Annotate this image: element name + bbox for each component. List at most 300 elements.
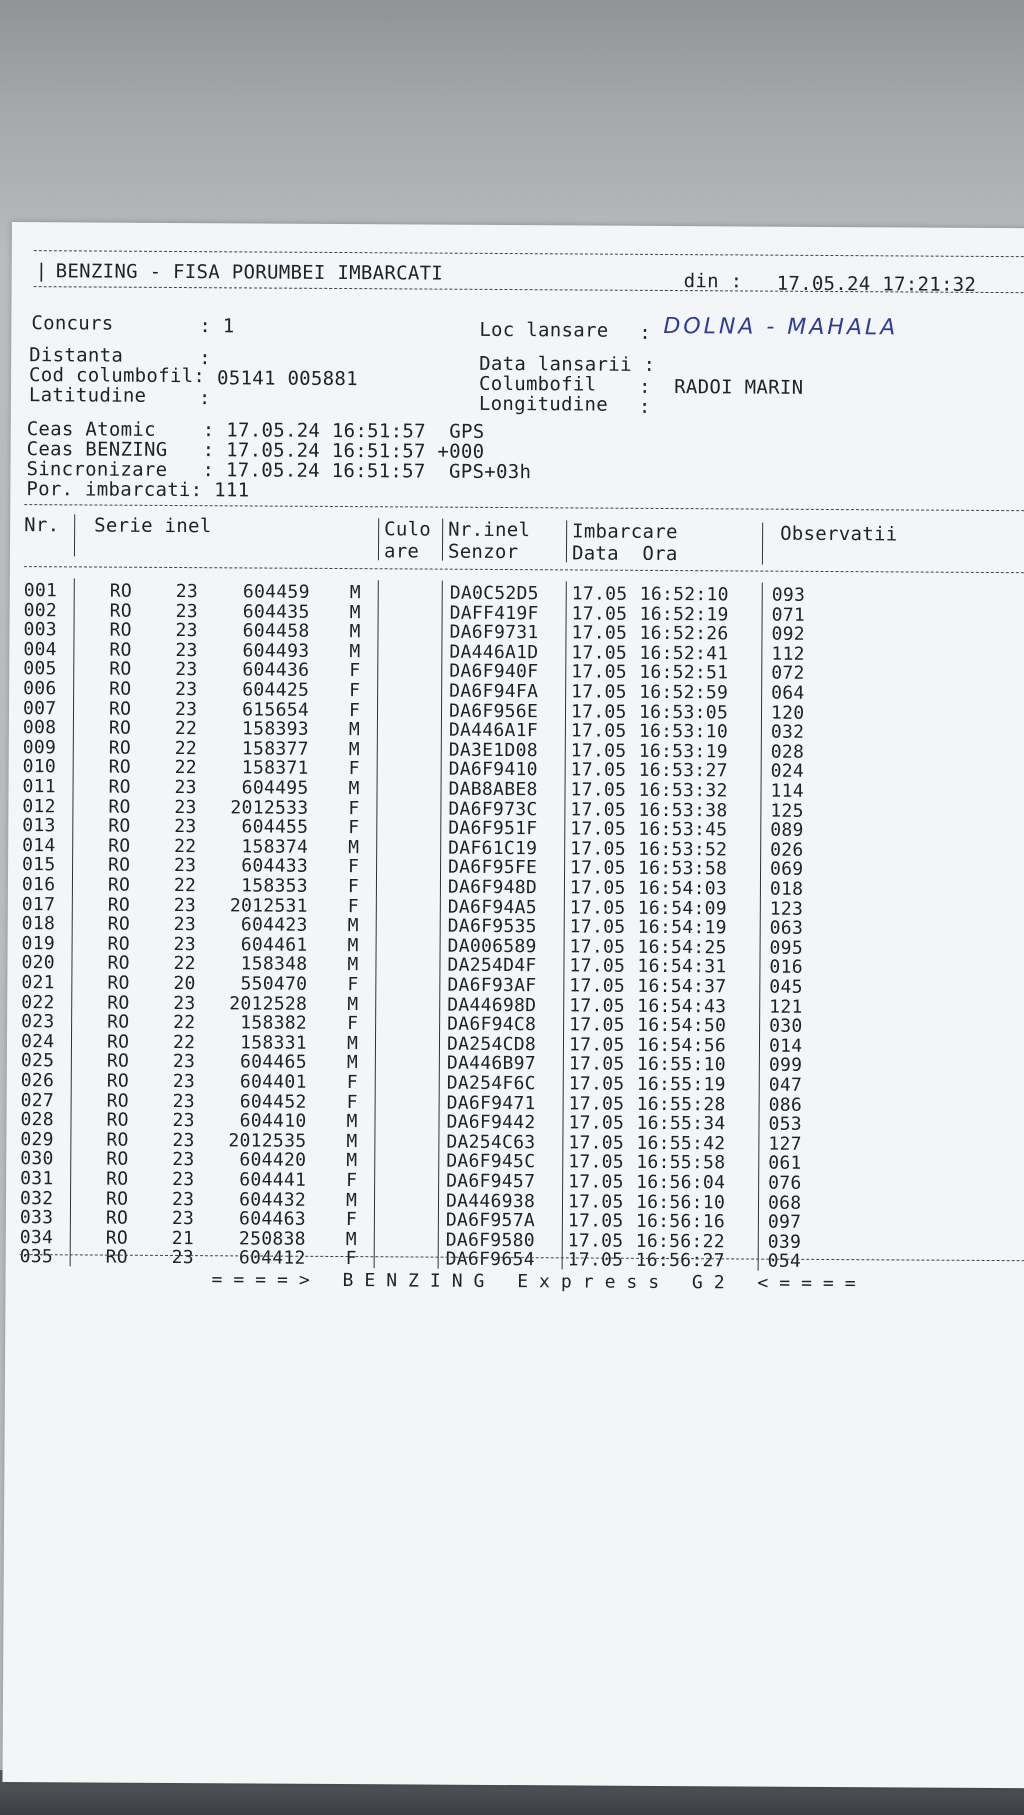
- cell-nr: 019: [21, 932, 56, 955]
- cell-country: RO: [106, 1031, 130, 1053]
- cell-observatii: 054: [767, 1251, 802, 1273]
- distanta-label: Distanta: [29, 344, 124, 367]
- cell-year: 21: [171, 1227, 195, 1249]
- cell-time: 16:56:27: [635, 1250, 725, 1272]
- cell-date: 17.05: [567, 1230, 624, 1252]
- cell-country: RO: [106, 1168, 129, 1190]
- cell-sensor: DA6F940F: [449, 661, 539, 683]
- cell-date: 17.05: [567, 1191, 624, 1213]
- cell-observatii: 123: [769, 898, 804, 920]
- cell-date: 17.05: [568, 1073, 625, 1095]
- cell-sensor: DA6F95FE: [448, 857, 538, 879]
- col-imbarcare-2: Data Ora: [571, 542, 678, 566]
- cell-sensor: DAFF419F: [449, 602, 539, 624]
- sincronizare: Sincronizare : 17.05.24 16:51:57 GPS+03h: [26, 458, 532, 484]
- cell-ring-number: 250838: [238, 1228, 306, 1250]
- cell-country: RO: [106, 1129, 129, 1151]
- cell-ring-number: 604455: [241, 816, 309, 839]
- cell-country: RO: [107, 933, 130, 955]
- cell-observatii: 076: [768, 1172, 802, 1194]
- cell-country: RO: [108, 796, 131, 818]
- cell-country: RO: [108, 737, 132, 759]
- cell-year: 22: [172, 1031, 196, 1053]
- cell-sex: M: [349, 621, 361, 643]
- cell-time: 16:53:19: [638, 740, 728, 763]
- cell-sex: F: [346, 1072, 358, 1094]
- cell-time: 16:53:10: [638, 721, 729, 743]
- cell-country: RO: [109, 678, 132, 700]
- cod-columbofil-value: 05141 005881: [216, 367, 358, 391]
- cell-year: 23: [172, 1149, 195, 1171]
- cell-sensor: DA006589: [447, 935, 537, 958]
- cod-columbofil-label: Cod columbofil:: [28, 364, 206, 388]
- cell-sex: M: [347, 993, 359, 1015]
- cell-nr: 011: [22, 776, 57, 798]
- cell-country: RO: [107, 894, 131, 916]
- cell-sensor: DA446A1F: [448, 719, 539, 742]
- cell-observatii: 097: [767, 1211, 802, 1234]
- cell-time: 16:55:42: [636, 1132, 726, 1155]
- cell-year: 23: [172, 1129, 195, 1151]
- cell-observatii: 120: [770, 702, 805, 724]
- cell-sensor: DA254F6C: [446, 1072, 536, 1095]
- cell-country: RO: [109, 619, 132, 641]
- cell-observatii: 030: [769, 1015, 803, 1038]
- cell-time: 16:56:22: [635, 1230, 725, 1253]
- cell-nr: 005: [23, 658, 57, 680]
- cell-year: 23: [174, 816, 197, 838]
- cell-year: 23: [173, 933, 196, 955]
- cell-sex: F: [347, 895, 360, 917]
- cell-nr: 032: [19, 1187, 54, 1209]
- cell-sex: M: [346, 1130, 358, 1152]
- cell-time: 16:55:19: [636, 1073, 726, 1096]
- cell-ring-number: 604410: [239, 1110, 307, 1133]
- cell-time: 16:54:37: [637, 975, 727, 998]
- cell-date: 17.05: [570, 838, 626, 860]
- cell-observatii: 093: [771, 584, 806, 606]
- printed-sheet: [2, 222, 1024, 1788]
- cell-sensor: DA6F94A5: [447, 896, 537, 918]
- cell-time: 16:52:59: [639, 681, 729, 704]
- cell-sex: F: [345, 1209, 358, 1231]
- cell-country: RO: [108, 815, 131, 837]
- cell-sensor: DA6F9731: [449, 621, 539, 644]
- cell-ring-number: 604441: [239, 1169, 307, 1191]
- cell-nr: 015: [22, 854, 56, 876]
- cell-sex: M: [346, 1111, 358, 1133]
- cell-year: 23: [172, 1110, 195, 1132]
- cell-country: RO: [107, 913, 131, 935]
- cell-date: 17.05: [570, 818, 627, 840]
- cell-year: 23: [175, 581, 199, 603]
- cell-observatii: 018: [769, 878, 804, 900]
- cell-country: RO: [106, 1109, 129, 1131]
- cell-country: RO: [106, 1070, 130, 1092]
- cell-sex: F: [348, 699, 361, 721]
- header-din-label: din :: [683, 270, 743, 293]
- cell-observatii: 121: [769, 996, 803, 1018]
- cell-observatii: 095: [769, 937, 804, 959]
- latitudine-colon: :: [198, 387, 211, 410]
- cell-year: 23: [172, 1168, 195, 1191]
- cell-sensor: DAF61C19: [448, 837, 538, 860]
- cell-country: RO: [109, 658, 132, 681]
- cell-sex: F: [348, 758, 360, 780]
- cell-ring-number: 604433: [241, 855, 309, 878]
- cell-country: RO: [109, 580, 133, 602]
- cell-date: 17.05: [569, 857, 626, 880]
- cell-time: 16:52:26: [639, 623, 729, 645]
- cell-sensor: DA6F9580: [445, 1229, 535, 1252]
- longitudine-colon: :: [638, 395, 651, 418]
- cell-date: 17.05: [570, 779, 627, 801]
- cell-observatii: 125: [770, 800, 804, 822]
- cell-date: 17.05: [569, 877, 626, 899]
- cell-observatii: 039: [767, 1231, 802, 1253]
- cell-nr: 014: [22, 834, 56, 857]
- cell-ring-number: 2012535: [228, 1130, 307, 1152]
- cell-year: 23: [174, 698, 198, 720]
- cell-nr: 009: [22, 736, 57, 759]
- cell-year: 22: [174, 737, 198, 759]
- col-serie-inel: Serie inel: [94, 514, 212, 538]
- cell-time: 16:54:31: [637, 956, 727, 978]
- header-din-value: 17.05.24 17:21:32: [776, 272, 977, 296]
- cell-year: 23: [175, 600, 198, 622]
- cell-time: 16:56:04: [636, 1171, 726, 1194]
- cell-ring-number: 604425: [242, 679, 310, 701]
- cell-country: RO: [108, 756, 132, 779]
- cell-sex: F: [345, 1248, 357, 1270]
- cell-country: RO: [107, 952, 130, 975]
- cell-nr: 020: [21, 952, 55, 974]
- cell-sex: F: [348, 817, 360, 839]
- cell-country: RO: [109, 639, 132, 661]
- cell-date: 17.05: [569, 995, 625, 1017]
- col-separator: [74, 514, 75, 556]
- cell-sex: F: [349, 660, 361, 682]
- cell-nr: 010: [22, 756, 57, 778]
- cell-sex: M: [346, 1052, 359, 1074]
- cell-observatii: 071: [771, 604, 806, 626]
- cell-year: 23: [174, 796, 197, 818]
- cell-ring-number: 604458: [242, 620, 310, 643]
- cell-nr: 031: [20, 1168, 54, 1190]
- cell-country: RO: [108, 835, 131, 857]
- cell-year: 20: [173, 973, 196, 995]
- cell-sensor: DA254CD8: [446, 1033, 537, 1056]
- cell-sex: M: [346, 1032, 359, 1054]
- cell-nr: 028: [20, 1109, 55, 1131]
- cell-date: 17.05: [571, 622, 628, 644]
- cell-nr: 004: [23, 638, 57, 661]
- cell-time: 16:54:56: [636, 1034, 727, 1057]
- cell-time: 16:55:28: [636, 1093, 726, 1115]
- cell-time: 16:52:19: [639, 603, 729, 625]
- cell-time: 16:53:52: [638, 838, 728, 861]
- cell-time: 16:54:50: [637, 1015, 727, 1037]
- cell-observatii: 026: [770, 839, 804, 861]
- cell-sensor: DA6F93AF: [447, 974, 537, 997]
- cell-sex: F: [349, 680, 361, 702]
- cell-ring-number: 604432: [239, 1189, 307, 1211]
- cell-sex: M: [348, 738, 360, 760]
- cell-sensor: DA44698D: [447, 994, 537, 1016]
- cell-observatii: 112: [771, 643, 805, 665]
- cell-ring-number: 604463: [239, 1208, 306, 1231]
- cell-observatii: 086: [768, 1094, 803, 1116]
- cell-time: 16:53:32: [638, 779, 728, 802]
- cell-date: 17.05: [571, 603, 628, 625]
- col-separator: [762, 523, 763, 565]
- cell-date: 17.05: [569, 955, 626, 978]
- cell-time: 16:53:45: [638, 819, 728, 841]
- cell-country: RO: [107, 972, 130, 994]
- col-nr: Nr.: [24, 514, 60, 537]
- header-title: BENZING - FISA PORUMBEI IMBARCATI: [55, 260, 444, 285]
- cell-observatii: 045: [769, 976, 803, 998]
- cell-sex: F: [348, 797, 360, 819]
- cell-ring-number: 604459: [242, 581, 310, 603]
- cell-year: 23: [171, 1208, 195, 1230]
- col-separator: [562, 581, 567, 1269]
- cell-time: 16:53:38: [638, 799, 728, 821]
- cell-date: 17.05: [571, 681, 627, 703]
- cell-nr: 001: [23, 580, 58, 602]
- cell-observatii: 064: [771, 682, 805, 704]
- cell-observatii: 099: [768, 1055, 803, 1077]
- cell-observatii: 072: [771, 663, 805, 685]
- cell-sex: M: [349, 601, 361, 623]
- latitudine-label: Latitudine: [28, 384, 147, 407]
- cell-year: 23: [172, 1090, 195, 1112]
- cell-year: 23: [174, 855, 197, 877]
- loc-lansare-label: Loc lansare: [479, 318, 609, 342]
- cell-date: 17.05: [568, 1093, 625, 1115]
- cell-ring-number: 158374: [241, 836, 309, 858]
- cell-nr: 008: [22, 717, 57, 739]
- cell-sex: F: [346, 1091, 358, 1113]
- cell-sex: M: [348, 836, 360, 858]
- cell-nr: 027: [20, 1089, 55, 1111]
- cell-year: 22: [173, 875, 197, 897]
- cell-sex: M: [345, 1189, 358, 1211]
- cell-date: 17.05: [568, 1171, 624, 1193]
- cell-country: RO: [105, 1227, 129, 1249]
- cell-sex: F: [348, 856, 360, 878]
- cell-date: 17.05: [569, 916, 626, 938]
- cell-sensor: DA6F9471: [446, 1092, 536, 1114]
- cell-ring-number: 604452: [239, 1091, 307, 1113]
- cell-year: 23: [172, 1051, 196, 1073]
- cell-year: 23: [173, 914, 197, 936]
- cell-time: 16:52:51: [639, 662, 729, 684]
- cell-country: RO: [108, 776, 131, 798]
- col-separator: [438, 581, 443, 1269]
- columbofil-label: Columbofil: [478, 372, 597, 396]
- cell-ring-number: 604435: [242, 601, 310, 623]
- cell-observatii: 068: [767, 1192, 802, 1214]
- cell-ring-number: 604465: [239, 1051, 307, 1074]
- cell-observatii: 127: [768, 1133, 802, 1155]
- cell-time: 16:55:58: [636, 1152, 726, 1174]
- cell-sensor: DA3E1D08: [448, 739, 538, 762]
- cell-observatii: 032: [770, 721, 805, 744]
- cell-year: 23: [175, 659, 198, 681]
- col-separator: [378, 518, 379, 560]
- cell-observatii: 016: [769, 957, 803, 979]
- cell-sex: F: [346, 1170, 358, 1192]
- cell-year: 23: [172, 1070, 196, 1093]
- cell-observatii: 014: [768, 1035, 803, 1057]
- cell-sensor: DA6F951F: [448, 817, 538, 840]
- cell-nr: 017: [21, 893, 56, 915]
- cell-nr: 033: [19, 1207, 54, 1229]
- cell-year: 22: [174, 835, 197, 857]
- col-imbarcare-1: Imbarcare: [572, 520, 678, 544]
- cell-sex: M: [349, 582, 361, 604]
- cell-sex: F: [347, 974, 359, 996]
- cell-sensor: DA6F957A: [445, 1209, 536, 1232]
- ceas-atomic: Ceas Atomic : 17.05.24 16:51:57 GPS: [26, 418, 485, 443]
- cell-observatii: 114: [770, 780, 805, 802]
- col-separator: [758, 583, 763, 1271]
- cell-time: 16:54:25: [637, 936, 727, 959]
- cell-ring-number: 2012533: [230, 796, 309, 819]
- cell-year: 22: [174, 757, 198, 779]
- cell-sex: M: [349, 640, 361, 662]
- cell-ring-number: 158331: [240, 1032, 308, 1054]
- col-separator: [442, 519, 443, 561]
- cell-sex: M: [347, 915, 359, 937]
- cell-date: 17.05: [571, 661, 628, 684]
- cell-year: 22: [173, 1012, 196, 1034]
- concurs-label: Concurs: [31, 312, 114, 335]
- cell-date: 17.05: [570, 759, 627, 782]
- cell-ring-number: 604401: [239, 1071, 307, 1093]
- cell-ring-number: 604423: [240, 914, 308, 937]
- cell-year: 23: [171, 1247, 195, 1269]
- cell-time: 16:54:09: [637, 897, 727, 919]
- cell-ring-number: 604420: [239, 1149, 307, 1172]
- cell-ring-number: 2012531: [229, 894, 308, 917]
- cell-nr: 030: [20, 1148, 54, 1170]
- cell-country: RO: [105, 1188, 129, 1210]
- cell-time: 16:53:05: [638, 701, 729, 723]
- cell-time: 16:52:41: [639, 642, 729, 665]
- cell-sensor: DA6F945C: [446, 1151, 536, 1173]
- cell-time: 16:54:19: [637, 917, 727, 939]
- cell-date: 17.05: [571, 642, 628, 664]
- cell-sensor: DA254D4F: [447, 955, 537, 977]
- cell-date: 17.05: [569, 897, 626, 919]
- cell-year: 23: [174, 777, 197, 799]
- cell-time: 16:53:27: [638, 760, 728, 782]
- cell-sex: F: [347, 1013, 359, 1035]
- cell-date: 17.05: [568, 1112, 625, 1134]
- cell-date: 17.05: [569, 936, 626, 958]
- cell-date: 17.05: [567, 1210, 624, 1232]
- cell-year: 23: [173, 894, 197, 916]
- cell-sensor: DAB8ABE8: [448, 778, 538, 801]
- cell-sex: M: [347, 934, 359, 956]
- cell-nr: 006: [23, 678, 57, 700]
- cell-year: 23: [171, 1188, 195, 1210]
- porumbei-imbarcati: Por. imbarcati: 111: [26, 478, 250, 502]
- cell-year: 22: [173, 953, 196, 975]
- cell-nr: 024: [20, 1030, 55, 1053]
- cell-date: 17.05: [570, 720, 627, 742]
- cell-country: RO: [106, 1090, 129, 1112]
- cell-country: RO: [109, 600, 132, 622]
- cell-sensor: DA254C63: [446, 1131, 536, 1154]
- cell-sensor: DA6F94FA: [449, 680, 539, 703]
- cell-year: 23: [175, 679, 198, 701]
- cell-date: 17.05: [569, 975, 626, 997]
- col-culoare-1: Culo: [384, 518, 432, 541]
- cell-date: 17.05: [568, 1151, 625, 1174]
- cell-nr: 016: [21, 874, 56, 896]
- cell-nr: 013: [22, 815, 56, 837]
- cell-sensor: DA6F9410: [448, 759, 538, 781]
- divider: [34, 250, 1024, 257]
- data-lansarii-label: Data lansarii :: [479, 352, 656, 376]
- cell-sensor: DA6F9457: [446, 1170, 536, 1193]
- cell-sensor: DA0C52D5: [449, 582, 539, 605]
- cell-date: 17.05: [567, 1249, 624, 1272]
- cell-year: 23: [175, 620, 198, 642]
- cell-country: RO: [105, 1207, 129, 1229]
- ceas-benzing: Ceas BENZING : 17.05.24 16:51:57 +000: [26, 438, 485, 463]
- cell-ring-number: 604436: [242, 659, 310, 682]
- cell-observatii: 053: [768, 1113, 802, 1136]
- col-separator: [566, 520, 567, 562]
- cell-observatii: 061: [768, 1153, 802, 1175]
- cell-country: RO: [107, 874, 131, 896]
- cell-ring-number: 158393: [242, 718, 309, 741]
- cell-date: 17.05: [568, 1132, 625, 1154]
- cell-time: 16:54:03: [637, 877, 728, 900]
- cell-date: 17.05: [570, 799, 627, 821]
- cell-country: RO: [105, 1246, 129, 1269]
- cell-country: RO: [108, 717, 132, 739]
- cell-ring-number: 604493: [242, 640, 310, 662]
- concurs-value: : 1: [199, 315, 235, 338]
- cell-observatii: 063: [769, 917, 804, 940]
- cell-nr: 029: [20, 1128, 54, 1151]
- cell-year: 23: [173, 992, 196, 1014]
- cell-nr: 034: [19, 1226, 54, 1249]
- cell-time: 16:55:34: [636, 1113, 726, 1135]
- cell-date: 17.05: [568, 1034, 625, 1056]
- cell-sensor: DA6F948D: [447, 876, 538, 899]
- cell-sensor: DA446A1D: [449, 641, 539, 664]
- cell-country: RO: [106, 1148, 129, 1171]
- cell-time: 16:52:10: [639, 583, 729, 606]
- cell-sex: M: [346, 1150, 358, 1172]
- cell-nr: 018: [21, 913, 56, 935]
- cell-sensor: DA446B97: [446, 1053, 537, 1075]
- cell-country: RO: [108, 698, 132, 720]
- cell-date: 17.05: [570, 701, 627, 723]
- cell-sex: M: [348, 778, 360, 800]
- cell-country: RO: [107, 992, 130, 1014]
- cell-ring-number: 158353: [241, 875, 309, 897]
- cell-date: 17.05: [571, 583, 628, 605]
- cell-date: 17.05: [570, 740, 627, 762]
- col-observatii: Observatii: [780, 522, 898, 546]
